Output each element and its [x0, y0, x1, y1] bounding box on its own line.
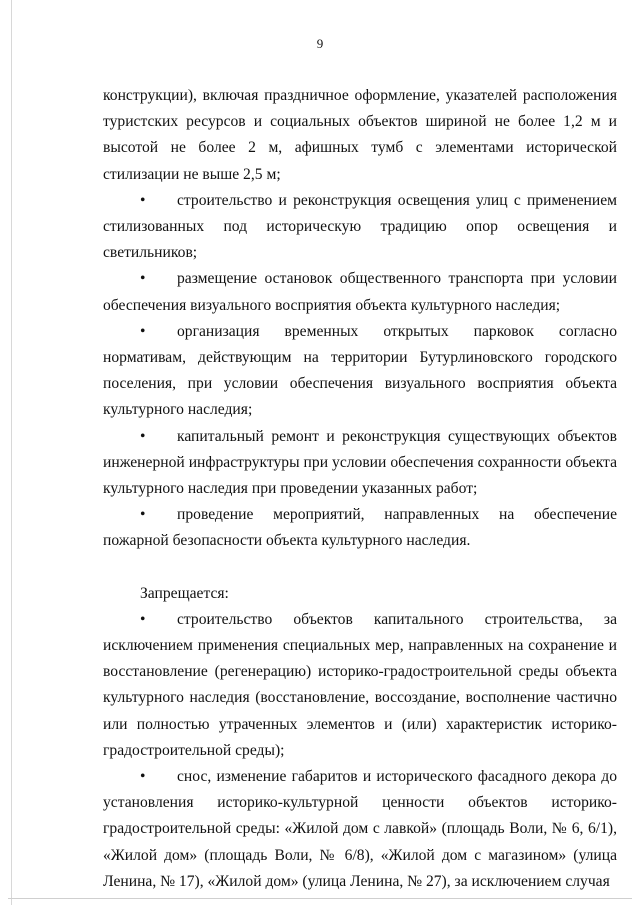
- list-item-allowed-1: [103, 188, 617, 267]
- bullet-icon: •: [140, 322, 146, 340]
- list-item-prohibited-2: [103, 764, 617, 895]
- list-item-allowed-4: [103, 424, 617, 503]
- section-spacer: [103, 555, 617, 581]
- bullet-icon: •: [140, 506, 146, 524]
- bullet-icon: •: [140, 610, 146, 628]
- list-item-text: капитальный ремонт и реконструкция существующих объектов инженерной инфраструктуры при условии обеспечения сохранности объекта культурного наследия при проведении указанных работ;: [103, 427, 617, 498]
- list-item-allowed-2: [103, 266, 617, 318]
- paragraph-continuation: конструкции), включая праздничное оформление, указателей расположения туристских ресурсов и социальных объектов шириной не более 1,2 м и высотой не более 2 м, афишных тумб с элементами исторической стилизации не выше 2,5 м;: [103, 87, 617, 183]
- list-item-prohibited-1: [103, 607, 617, 764]
- bullet-icon: •: [140, 270, 146, 288]
- document-body: [103, 83, 617, 895]
- prohibited-heading: Запрещается:: [140, 584, 229, 602]
- page-bottom-edge: [8, 898, 632, 899]
- bullet-icon: •: [140, 191, 146, 209]
- list-item-allowed-5: [103, 502, 617, 554]
- list-item-text: размещение остановок общественного транспорта при условии обеспечения визуального восприятия объекта культурного наследия;: [103, 270, 617, 314]
- list-item-text: строительство и реконструкция освещения улиц с применением стилизованных под историческую традицию опор освещения и светильников;: [103, 191, 617, 262]
- page-number: 9: [316, 36, 324, 51]
- list-item-text: организация временных открытых парковок согласно нормативам, действующим на территории Бутурлиновского городского поселения, при условии обеспечения визуального восприятия объекта культурного наследия;: [103, 322, 617, 419]
- bullet-icon: •: [140, 427, 146, 445]
- list-item-text: снос, изменение габаритов и исторического фасадного декора до установления историко-культурной ценности объектов историко-градостроительной среды: «Жилой дом с лавкой» (площадь Воли, № 6, 6/1), «Жилой дом» (площадь Воли, № 6/8), «Жилой дом с магазином» (улица Ленина, № 17), «Жилой дом» (улица Ленина, № 27), за исключением случая: [103, 768, 617, 890]
- scan-edge-line: [11, 0, 12, 905]
- list-item-allowed-3: [103, 319, 617, 424]
- list-item-text: проведение мероприятий, направленных на обеспечение пожарной безопасности объекта культурного наследия.: [103, 506, 617, 550]
- bullet-icon: •: [140, 768, 146, 786]
- list-item-text: строительство объектов капитального строительства, за исключением применения специальных мер, направленных на сохранение и восстановление (регенерацию) историко-градостроительной среды объекта культурного наследия (восстановление, воссоздание, восполнение частично или полностью утраченных элементов и (или) характеристик историко-градостроительной среды);: [103, 610, 617, 759]
